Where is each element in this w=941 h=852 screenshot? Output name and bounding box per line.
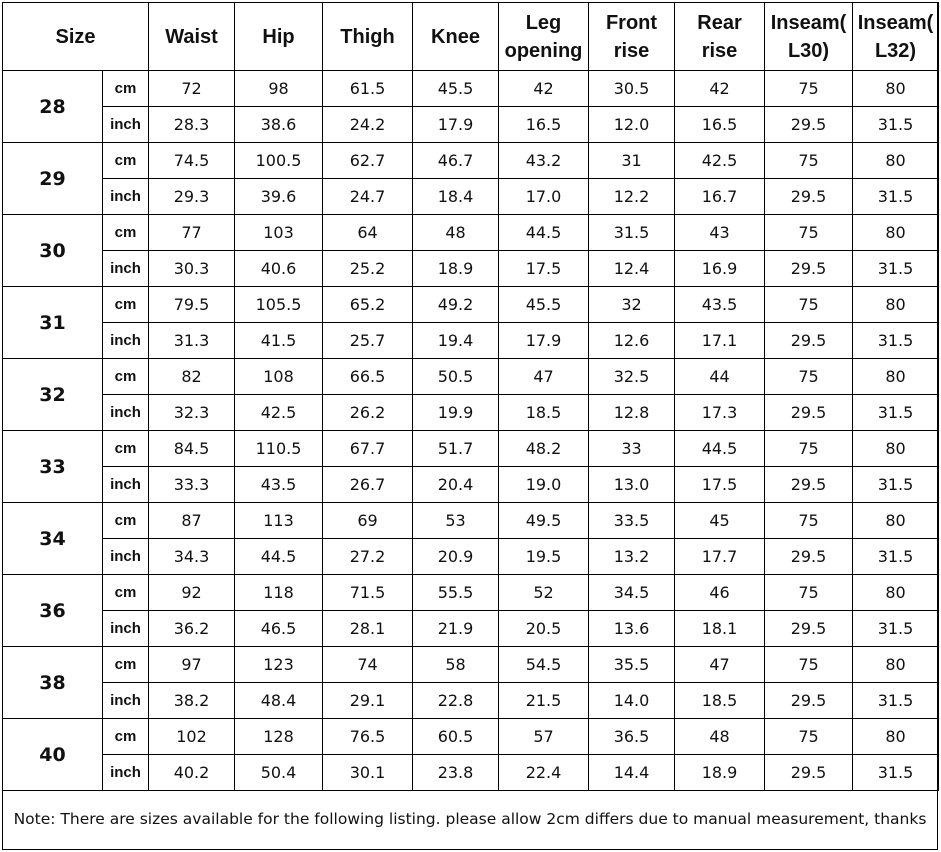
measurement-cell: 18.9 xyxy=(413,251,499,287)
measurement-cell: 52 xyxy=(499,575,589,611)
unit-cell: inch xyxy=(103,179,149,215)
table-row xyxy=(3,719,939,755)
unit-cell: cm xyxy=(103,719,149,755)
measurement-cell: 12.8 xyxy=(589,395,675,431)
measurement-cell: 44 xyxy=(675,359,765,395)
table-body xyxy=(3,71,939,791)
header-inseam-l30 xyxy=(765,3,853,71)
measurement-cell: 13.6 xyxy=(589,611,675,647)
table-row xyxy=(3,683,939,719)
measurement-cell: 44.5 xyxy=(235,539,323,575)
measurement-cell: 46 xyxy=(675,575,765,611)
unit-cell: inch xyxy=(103,611,149,647)
measurement-cell: 21.5 xyxy=(499,683,589,719)
measurement-cell: 48.2 xyxy=(499,431,589,467)
measurement-cell: 29.5 xyxy=(765,683,853,719)
measurement-cell: 128 xyxy=(235,719,323,755)
measurement-cell: 80 xyxy=(853,287,939,323)
measurement-cell: 42.5 xyxy=(675,143,765,179)
header-row xyxy=(3,3,939,71)
table-row xyxy=(3,71,939,107)
measurement-cell: 80 xyxy=(853,719,939,755)
measurement-cell: 31.5 xyxy=(589,215,675,251)
measurement-cell: 27.2 xyxy=(323,539,413,575)
unit-cell: cm xyxy=(103,71,149,107)
measurement-cell: 19.9 xyxy=(413,395,499,431)
measurement-cell: 45.5 xyxy=(499,287,589,323)
measurement-cell: 75 xyxy=(765,431,853,467)
measurement-cell: 54.5 xyxy=(499,647,589,683)
header-inseam-l30-line1: Inseam( xyxy=(770,11,847,34)
header-rear-rise-line2: rise xyxy=(701,39,738,62)
table-row xyxy=(3,539,939,575)
measurement-cell: 43.5 xyxy=(235,467,323,503)
measurement-cell: 32 xyxy=(589,287,675,323)
header-leg-opening xyxy=(499,3,589,71)
measurement-cell: 43 xyxy=(675,215,765,251)
measurement-cell: 98 xyxy=(235,71,323,107)
measurement-cell: 13.2 xyxy=(589,539,675,575)
measurement-cell: 65.2 xyxy=(323,287,413,323)
table-row xyxy=(3,215,939,251)
measurement-cell: 66.5 xyxy=(323,359,413,395)
measurement-cell: 76.5 xyxy=(323,719,413,755)
measurement-cell: 84.5 xyxy=(149,431,235,467)
table-row xyxy=(3,575,939,611)
measurement-cell: 17.1 xyxy=(675,323,765,359)
measurement-cell: 32.5 xyxy=(589,359,675,395)
measurement-cell: 36.5 xyxy=(589,719,675,755)
unit-cell: inch xyxy=(103,755,149,791)
measurement-cell: 97 xyxy=(149,647,235,683)
unit-cell: inch xyxy=(103,539,149,575)
measurement-cell: 40.6 xyxy=(235,251,323,287)
measurement-cell: 80 xyxy=(853,575,939,611)
unit-cell: inch xyxy=(103,251,149,287)
measurement-cell: 31.5 xyxy=(853,683,939,719)
measurement-cell: 31.5 xyxy=(853,755,939,791)
measurement-cell: 80 xyxy=(853,215,939,251)
measurement-cell: 102 xyxy=(149,719,235,755)
measurement-cell: 105.5 xyxy=(235,287,323,323)
measurement-cell: 38.6 xyxy=(235,107,323,143)
measurement-cell: 57 xyxy=(499,719,589,755)
measurement-cell: 118 xyxy=(235,575,323,611)
measurement-cell: 47 xyxy=(675,647,765,683)
header-leg-opening-line1: Leg xyxy=(525,11,562,34)
measurement-cell: 50.5 xyxy=(413,359,499,395)
measurement-cell: 33.5 xyxy=(589,503,675,539)
measurement-cell: 43.5 xyxy=(675,287,765,323)
measurement-cell: 75 xyxy=(765,359,853,395)
size-cell: 29 xyxy=(3,143,103,215)
measurement-cell: 20.4 xyxy=(413,467,499,503)
table-row xyxy=(3,395,939,431)
measurement-cell: 16.7 xyxy=(675,179,765,215)
table-row xyxy=(3,359,939,395)
measurement-cell: 113 xyxy=(235,503,323,539)
measurement-cell: 32.3 xyxy=(149,395,235,431)
header-thigh: Thigh xyxy=(323,3,413,71)
measurement-cell: 31.5 xyxy=(853,323,939,359)
measurement-cell: 29.5 xyxy=(765,107,853,143)
measurement-cell: 108 xyxy=(235,359,323,395)
measurement-cell: 64 xyxy=(323,215,413,251)
header-leg-opening-line2: opening xyxy=(504,39,583,62)
unit-cell: cm xyxy=(103,287,149,323)
table-row xyxy=(3,287,939,323)
measurement-cell: 31.5 xyxy=(853,179,939,215)
size-cell: 40 xyxy=(3,719,103,791)
measurement-cell: 23.8 xyxy=(413,755,499,791)
measurement-cell: 25.2 xyxy=(323,251,413,287)
measurement-cell: 36.2 xyxy=(149,611,235,647)
footnote: Note: There are sizes available for the following listing. please allow 2cm differs due to manual measurement, thanks xyxy=(2,788,938,850)
measurement-cell: 80 xyxy=(853,359,939,395)
measurement-cell: 20.5 xyxy=(499,611,589,647)
measurement-cell: 14.4 xyxy=(589,755,675,791)
measurement-cell: 45.5 xyxy=(413,71,499,107)
measurement-cell: 75 xyxy=(765,71,853,107)
measurement-cell: 19.4 xyxy=(413,323,499,359)
measurement-cell: 51.7 xyxy=(413,431,499,467)
measurement-cell: 20.9 xyxy=(413,539,499,575)
table-row xyxy=(3,611,939,647)
measurement-cell: 19.5 xyxy=(499,539,589,575)
unit-cell: inch xyxy=(103,683,149,719)
unit-cell: inch xyxy=(103,467,149,503)
measurement-cell: 43.2 xyxy=(499,143,589,179)
measurement-cell: 74 xyxy=(323,647,413,683)
header-rear-rise-line1: Rear xyxy=(697,11,742,34)
measurement-cell: 12.4 xyxy=(589,251,675,287)
size-cell: 32 xyxy=(3,359,103,431)
measurement-cell: 67.7 xyxy=(323,431,413,467)
measurement-cell: 48 xyxy=(413,215,499,251)
measurement-cell: 29.1 xyxy=(323,683,413,719)
measurement-cell: 29.5 xyxy=(765,467,853,503)
measurement-cell: 16.5 xyxy=(675,107,765,143)
measurement-cell: 80 xyxy=(853,431,939,467)
header-hip: Hip xyxy=(235,3,323,71)
measurement-cell: 53 xyxy=(413,503,499,539)
measurement-cell: 44.5 xyxy=(675,431,765,467)
measurement-cell: 47 xyxy=(499,359,589,395)
measurement-cell: 100.5 xyxy=(235,143,323,179)
measurement-cell: 69 xyxy=(323,503,413,539)
header-inseam-l32-line1: Inseam( xyxy=(857,11,934,34)
table-row xyxy=(3,179,939,215)
measurement-cell: 12.0 xyxy=(589,107,675,143)
size-cell: 33 xyxy=(3,431,103,503)
unit-cell: cm xyxy=(103,143,149,179)
measurement-cell: 48 xyxy=(675,719,765,755)
unit-cell: cm xyxy=(103,647,149,683)
measurement-cell: 31.5 xyxy=(853,539,939,575)
measurement-cell: 18.1 xyxy=(675,611,765,647)
measurement-cell: 13.0 xyxy=(589,467,675,503)
size-cell: 38 xyxy=(3,647,103,719)
measurement-cell: 55.5 xyxy=(413,575,499,611)
measurement-cell: 31.5 xyxy=(853,107,939,143)
measurement-cell: 42.5 xyxy=(235,395,323,431)
measurement-cell: 75 xyxy=(765,287,853,323)
header-front-rise-line1: Front xyxy=(605,11,658,34)
measurement-cell: 35.5 xyxy=(589,647,675,683)
measurement-cell: 17.5 xyxy=(499,251,589,287)
measurement-cell: 28.1 xyxy=(323,611,413,647)
measurement-cell: 25.7 xyxy=(323,323,413,359)
header-rear-rise xyxy=(675,3,765,71)
measurement-cell: 71.5 xyxy=(323,575,413,611)
measurement-cell: 50.4 xyxy=(235,755,323,791)
measurement-cell: 80 xyxy=(853,503,939,539)
measurement-cell: 30.1 xyxy=(323,755,413,791)
header-front-rise-line2: rise xyxy=(613,39,650,62)
measurement-cell: 12.2 xyxy=(589,179,675,215)
measurement-cell: 21.9 xyxy=(413,611,499,647)
measurement-cell: 75 xyxy=(765,215,853,251)
unit-cell: cm xyxy=(103,215,149,251)
header-waist: Waist xyxy=(149,3,235,71)
measurement-cell: 42 xyxy=(675,71,765,107)
measurement-cell: 75 xyxy=(765,143,853,179)
measurement-cell: 30.3 xyxy=(149,251,235,287)
measurement-cell: 22.4 xyxy=(499,755,589,791)
unit-cell: inch xyxy=(103,323,149,359)
measurement-cell: 22.8 xyxy=(413,683,499,719)
size-cell: 28 xyxy=(3,71,103,143)
measurement-cell: 74.5 xyxy=(149,143,235,179)
unit-cell: cm xyxy=(103,575,149,611)
measurement-cell: 29.5 xyxy=(765,755,853,791)
measurement-cell: 61.5 xyxy=(323,71,413,107)
measurement-cell: 29.5 xyxy=(765,179,853,215)
measurement-cell: 26.7 xyxy=(323,467,413,503)
measurement-cell: 16.5 xyxy=(499,107,589,143)
measurement-cell: 33 xyxy=(589,431,675,467)
measurement-cell: 82 xyxy=(149,359,235,395)
table-row xyxy=(3,647,939,683)
table-row xyxy=(3,431,939,467)
measurement-cell: 75 xyxy=(765,575,853,611)
measurement-cell: 60.5 xyxy=(413,719,499,755)
measurement-cell: 75 xyxy=(765,719,853,755)
measurement-cell: 30.5 xyxy=(589,71,675,107)
measurement-cell: 58 xyxy=(413,647,499,683)
measurement-cell: 29.5 xyxy=(765,539,853,575)
size-cell: 34 xyxy=(3,503,103,575)
measurement-cell: 31.3 xyxy=(149,323,235,359)
measurement-cell: 18.4 xyxy=(413,179,499,215)
measurement-cell: 17.9 xyxy=(413,107,499,143)
measurement-cell: 31 xyxy=(589,143,675,179)
measurement-cell: 49.2 xyxy=(413,287,499,323)
measurement-cell: 123 xyxy=(235,647,323,683)
table-row xyxy=(3,323,939,359)
header-knee: Knee xyxy=(413,3,499,71)
measurement-cell: 17.0 xyxy=(499,179,589,215)
measurement-cell: 14.0 xyxy=(589,683,675,719)
measurement-cell: 46.7 xyxy=(413,143,499,179)
header-front-rise xyxy=(589,3,675,71)
measurement-cell: 31.5 xyxy=(853,611,939,647)
measurement-cell: 29.5 xyxy=(765,251,853,287)
measurement-cell: 31.5 xyxy=(853,251,939,287)
measurement-cell: 80 xyxy=(853,71,939,107)
measurement-cell: 31.5 xyxy=(853,467,939,503)
size-cell: 31 xyxy=(3,287,103,359)
measurement-cell: 75 xyxy=(765,503,853,539)
size-cell: 36 xyxy=(3,575,103,647)
measurement-cell: 29.5 xyxy=(765,323,853,359)
measurement-cell: 17.7 xyxy=(675,539,765,575)
measurement-cell: 72 xyxy=(149,71,235,107)
measurement-cell: 24.7 xyxy=(323,179,413,215)
measurement-cell: 34.5 xyxy=(589,575,675,611)
header-inseam-l30-line2: L30) xyxy=(787,39,830,62)
measurement-cell: 26.2 xyxy=(323,395,413,431)
measurement-cell: 16.9 xyxy=(675,251,765,287)
table-row xyxy=(3,503,939,539)
unit-cell: cm xyxy=(103,431,149,467)
measurement-cell: 19.0 xyxy=(499,467,589,503)
measurement-cell: 49.5 xyxy=(499,503,589,539)
measurement-cell: 40.2 xyxy=(149,755,235,791)
measurement-cell: 18.5 xyxy=(675,683,765,719)
measurement-cell: 18.5 xyxy=(499,395,589,431)
table-row xyxy=(3,251,939,287)
unit-cell: cm xyxy=(103,503,149,539)
measurement-cell: 17.3 xyxy=(675,395,765,431)
header-size: Size xyxy=(3,3,149,71)
measurement-cell: 62.7 xyxy=(323,143,413,179)
table-row xyxy=(3,467,939,503)
measurement-cell: 29.5 xyxy=(765,395,853,431)
measurement-cell: 38.2 xyxy=(149,683,235,719)
measurement-cell: 39.6 xyxy=(235,179,323,215)
measurement-cell: 18.9 xyxy=(675,755,765,791)
measurement-cell: 17.9 xyxy=(499,323,589,359)
measurement-cell: 103 xyxy=(235,215,323,251)
measurement-cell: 42 xyxy=(499,71,589,107)
unit-cell: cm xyxy=(103,359,149,395)
unit-cell: inch xyxy=(103,395,149,431)
measurement-cell: 31.5 xyxy=(853,395,939,431)
measurement-cell: 92 xyxy=(149,575,235,611)
measurement-cell: 17.5 xyxy=(675,467,765,503)
measurement-cell: 75 xyxy=(765,647,853,683)
measurement-cell: 110.5 xyxy=(235,431,323,467)
table-row xyxy=(3,755,939,791)
measurement-cell: 46.5 xyxy=(235,611,323,647)
size-table xyxy=(2,2,939,791)
measurement-cell: 80 xyxy=(853,143,939,179)
measurement-cell: 44.5 xyxy=(499,215,589,251)
measurement-cell: 87 xyxy=(149,503,235,539)
measurement-cell: 80 xyxy=(853,647,939,683)
unit-cell: inch xyxy=(103,107,149,143)
size-cell: 30 xyxy=(3,215,103,287)
measurement-cell: 77 xyxy=(149,215,235,251)
header-inseam-l32-line2: L32) xyxy=(874,39,917,62)
header-inseam-l32 xyxy=(853,3,939,71)
measurement-cell: 33.3 xyxy=(149,467,235,503)
measurement-cell: 34.3 xyxy=(149,539,235,575)
measurement-cell: 41.5 xyxy=(235,323,323,359)
measurement-cell: 79.5 xyxy=(149,287,235,323)
table-row xyxy=(3,107,939,143)
measurement-cell: 48.4 xyxy=(235,683,323,719)
measurement-cell: 29.3 xyxy=(149,179,235,215)
measurement-cell: 24.2 xyxy=(323,107,413,143)
measurement-cell: 12.6 xyxy=(589,323,675,359)
measurement-cell: 29.5 xyxy=(765,611,853,647)
table-row xyxy=(3,143,939,179)
measurement-cell: 45 xyxy=(675,503,765,539)
measurement-cell: 28.3 xyxy=(149,107,235,143)
